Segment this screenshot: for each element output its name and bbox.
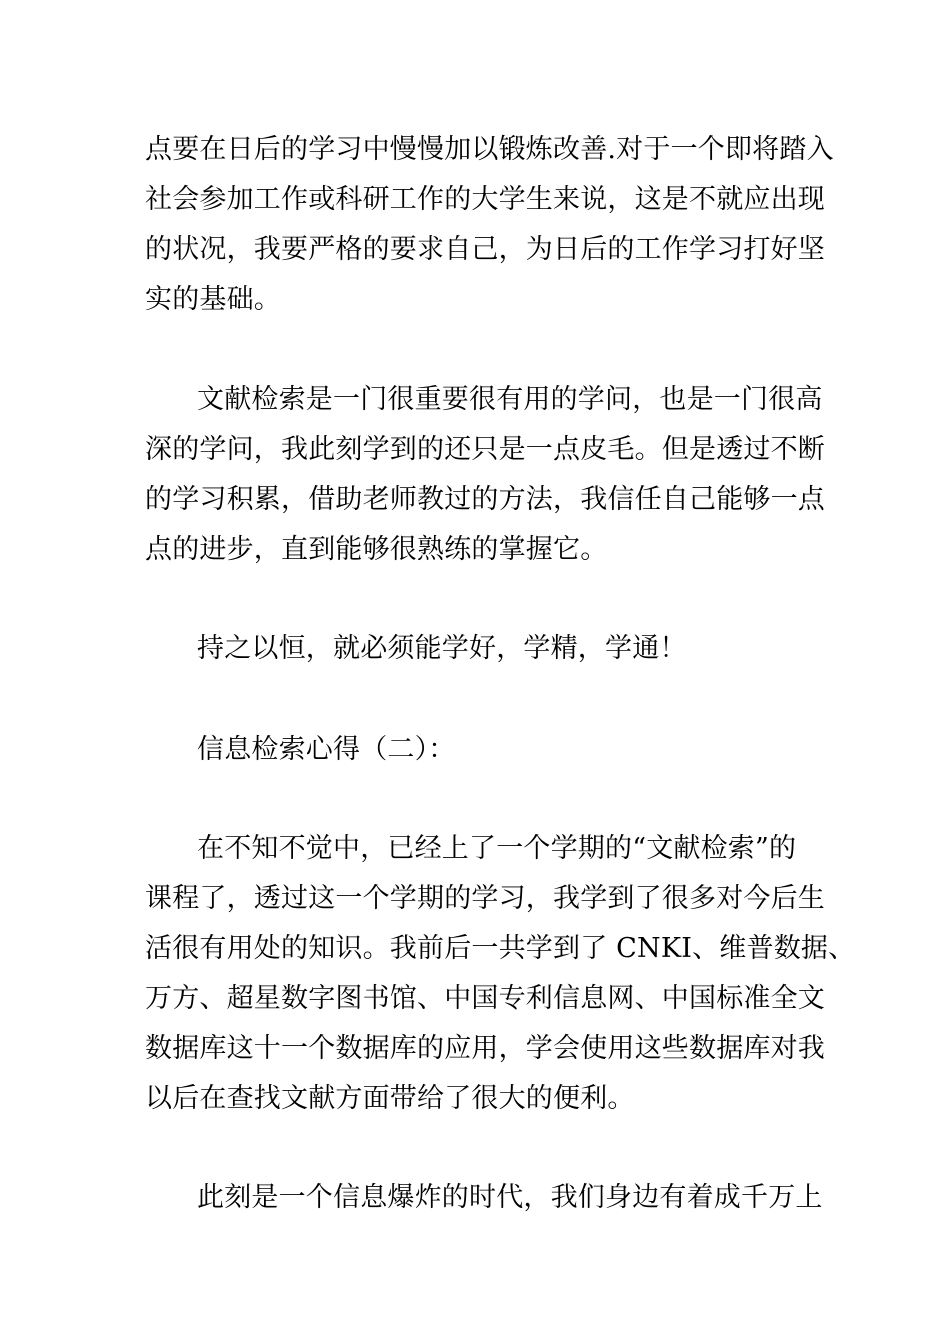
paragraph-1-line-2: 社会参加工作或科研工作的大学生来说，这是不就应出现 <box>145 184 825 215</box>
paragraph-5-line-3: 活很有用处的知识。我前后一共学到了 CNKI、维普数据、 <box>145 933 856 964</box>
paragraph-3-line-1: 持之以恒，就必须能学好，学精，学通！ <box>197 633 687 664</box>
paragraph-5-line-2: 课程了，透过这一个学期的学习，我学到了很多对今后生 <box>145 883 825 914</box>
paragraph-1-line-4: 实的基础。 <box>145 284 281 315</box>
paragraph-5-line-4: 万方、超星数字图书馆、中国专利信息网、中国标准全文 <box>145 983 825 1014</box>
paragraph-2-line-1: 文献检索是一门很重要很有用的学问，也是一门很高 <box>197 384 823 415</box>
paragraph-2-line-2: 深的学问，我此刻学到的还只是一点皮毛。但是透过不断 <box>145 434 825 465</box>
paragraph-1-line-3: 的状况，我要严格的要求自己，为日后的工作学习打好坚 <box>145 234 825 265</box>
paragraph-1-line-1: 点要在日后的学习中慢慢加以锻炼改善.对于一个即将踏入 <box>145 134 834 165</box>
paragraph-2-line-4: 点的进步，直到能够很熟练的掌握它。 <box>145 534 608 565</box>
paragraph-2-line-3: 的学习积累，借助老师教过的方法，我信任自己能够一点 <box>145 484 825 515</box>
paragraph-6-line-1: 此刻是一个信息爆炸的时代，我们身边有着成千万上 <box>197 1182 823 1213</box>
paragraph-5-line-1: 在不知不觉中，已经上了一个学期的“文献检索”的 <box>197 833 797 864</box>
section-heading: 信息检索心得（二）： <box>197 734 456 765</box>
paragraph-5-line-6: 以后在查找文献方面带给了很大的便利。 <box>145 1083 635 1114</box>
paragraph-5-line-5: 数据库这十一个数据库的应用，学会使用这些数据库对我 <box>145 1033 825 1064</box>
